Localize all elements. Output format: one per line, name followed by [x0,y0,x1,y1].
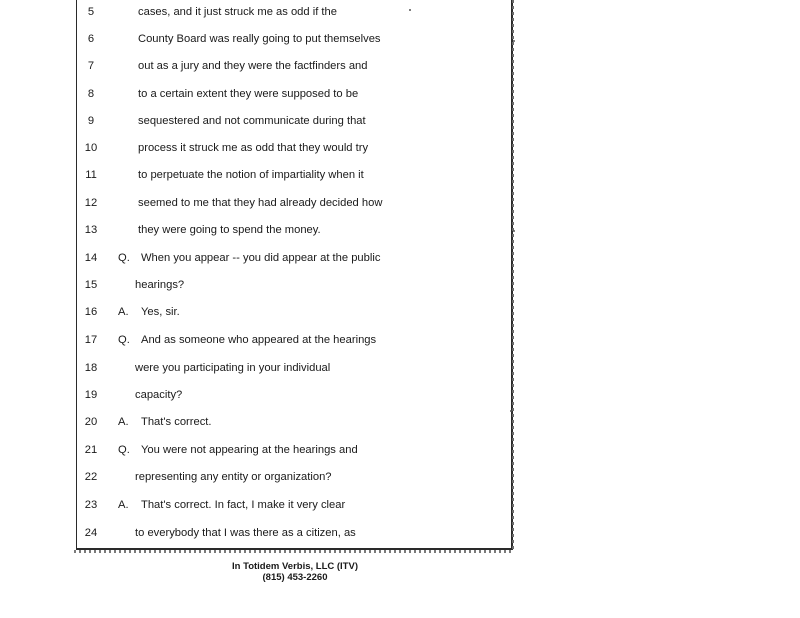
line-number: 5 [87,6,95,18]
speaker-label: Q. [118,334,130,346]
line-text: they were going to spend the money. [138,224,321,236]
line-text: And as someone who appeared at the hearings [141,334,377,346]
line-text: process it struck me as odd that they would try [138,142,369,154]
transcript-line [0,111,510,131]
speaker-label: A. [118,499,129,511]
transcript-line [0,29,510,49]
transcript-line [0,165,510,185]
line-text: That's correct. [141,416,212,428]
speaker-label: Q. [118,252,130,264]
speaker-label: Q. [118,444,130,456]
line-text: to a certain extent they were supposed to be [138,88,359,100]
transcript-line [0,412,510,432]
line-number: 19 [84,389,98,401]
transcript-line [0,495,510,515]
line-text: hearings? [135,279,185,291]
transcript-line [0,440,510,460]
line-number: 17 [84,334,98,346]
transcript-line [0,302,510,322]
frame-edge-right [512,0,514,552]
line-number: 22 [84,471,98,483]
line-number: 11 [85,169,97,181]
line-text: County Board was really going to put themselves [138,33,381,45]
line-text: seemed to me that they had already decided how [138,197,383,209]
line-number: 15 [84,279,98,291]
line-text: You were not appearing at the hearings and [141,444,358,456]
transcript-line [0,523,510,543]
line-text: cases, and it just struck me as odd if the [138,6,337,18]
transcript-line [0,220,510,240]
line-text: When you appear -- you did appear at the public [141,252,381,264]
line-number: 6 [87,33,95,45]
line-number: 20 [84,416,98,428]
line-text: to perpetuate the notion of impartiality when it [138,169,364,181]
speaker-label: A. [118,416,129,428]
transcript-line [0,138,510,158]
scan-speck [409,9,411,11]
line-text: sequestered and not communicate during that [138,115,366,127]
transcript-line [0,467,510,487]
line-number: 7 [87,60,95,72]
scan-speck [510,410,512,412]
line-number: 8 [87,88,95,100]
scan-speck [513,230,515,232]
line-number: 16 [84,306,98,318]
footer-company: In Totidem Verbis, LLC (ITV) [232,561,358,572]
transcript-line [0,330,510,350]
line-text: to everybody that I was there as a citizen, as [135,527,356,539]
line-number: 24 [84,527,98,539]
transcript-line [0,2,510,22]
speaker-label: A. [118,306,129,318]
footer-phone: (815) 453-2260 [262,572,328,583]
transcript-line [0,248,510,268]
transcript-line [0,275,510,295]
transcript-line [0,193,510,213]
frame-edge-bottom [74,550,514,553]
line-text: That's correct. In fact, I make it very clear [141,499,346,511]
transcript-line [0,358,510,378]
line-number: 23 [84,499,98,511]
scan-speck [513,40,515,42]
line-text: out as a jury and they were the factfinders and [138,60,368,72]
line-text: capacity? [135,389,183,401]
line-text: were you participating in your individual [135,362,331,374]
transcript-line [0,56,510,76]
line-number: 10 [84,142,98,154]
line-number: 14 [84,252,98,264]
line-number: 18 [84,362,98,374]
line-number: 12 [84,197,98,209]
transcript-line [0,84,510,104]
transcript-line [0,385,510,405]
line-number: 21 [84,444,98,456]
line-number: 9 [87,115,95,127]
line-text: Yes, sir. [141,306,180,318]
line-number: 13 [84,224,98,236]
line-text: representing any entity or organization? [135,471,332,483]
